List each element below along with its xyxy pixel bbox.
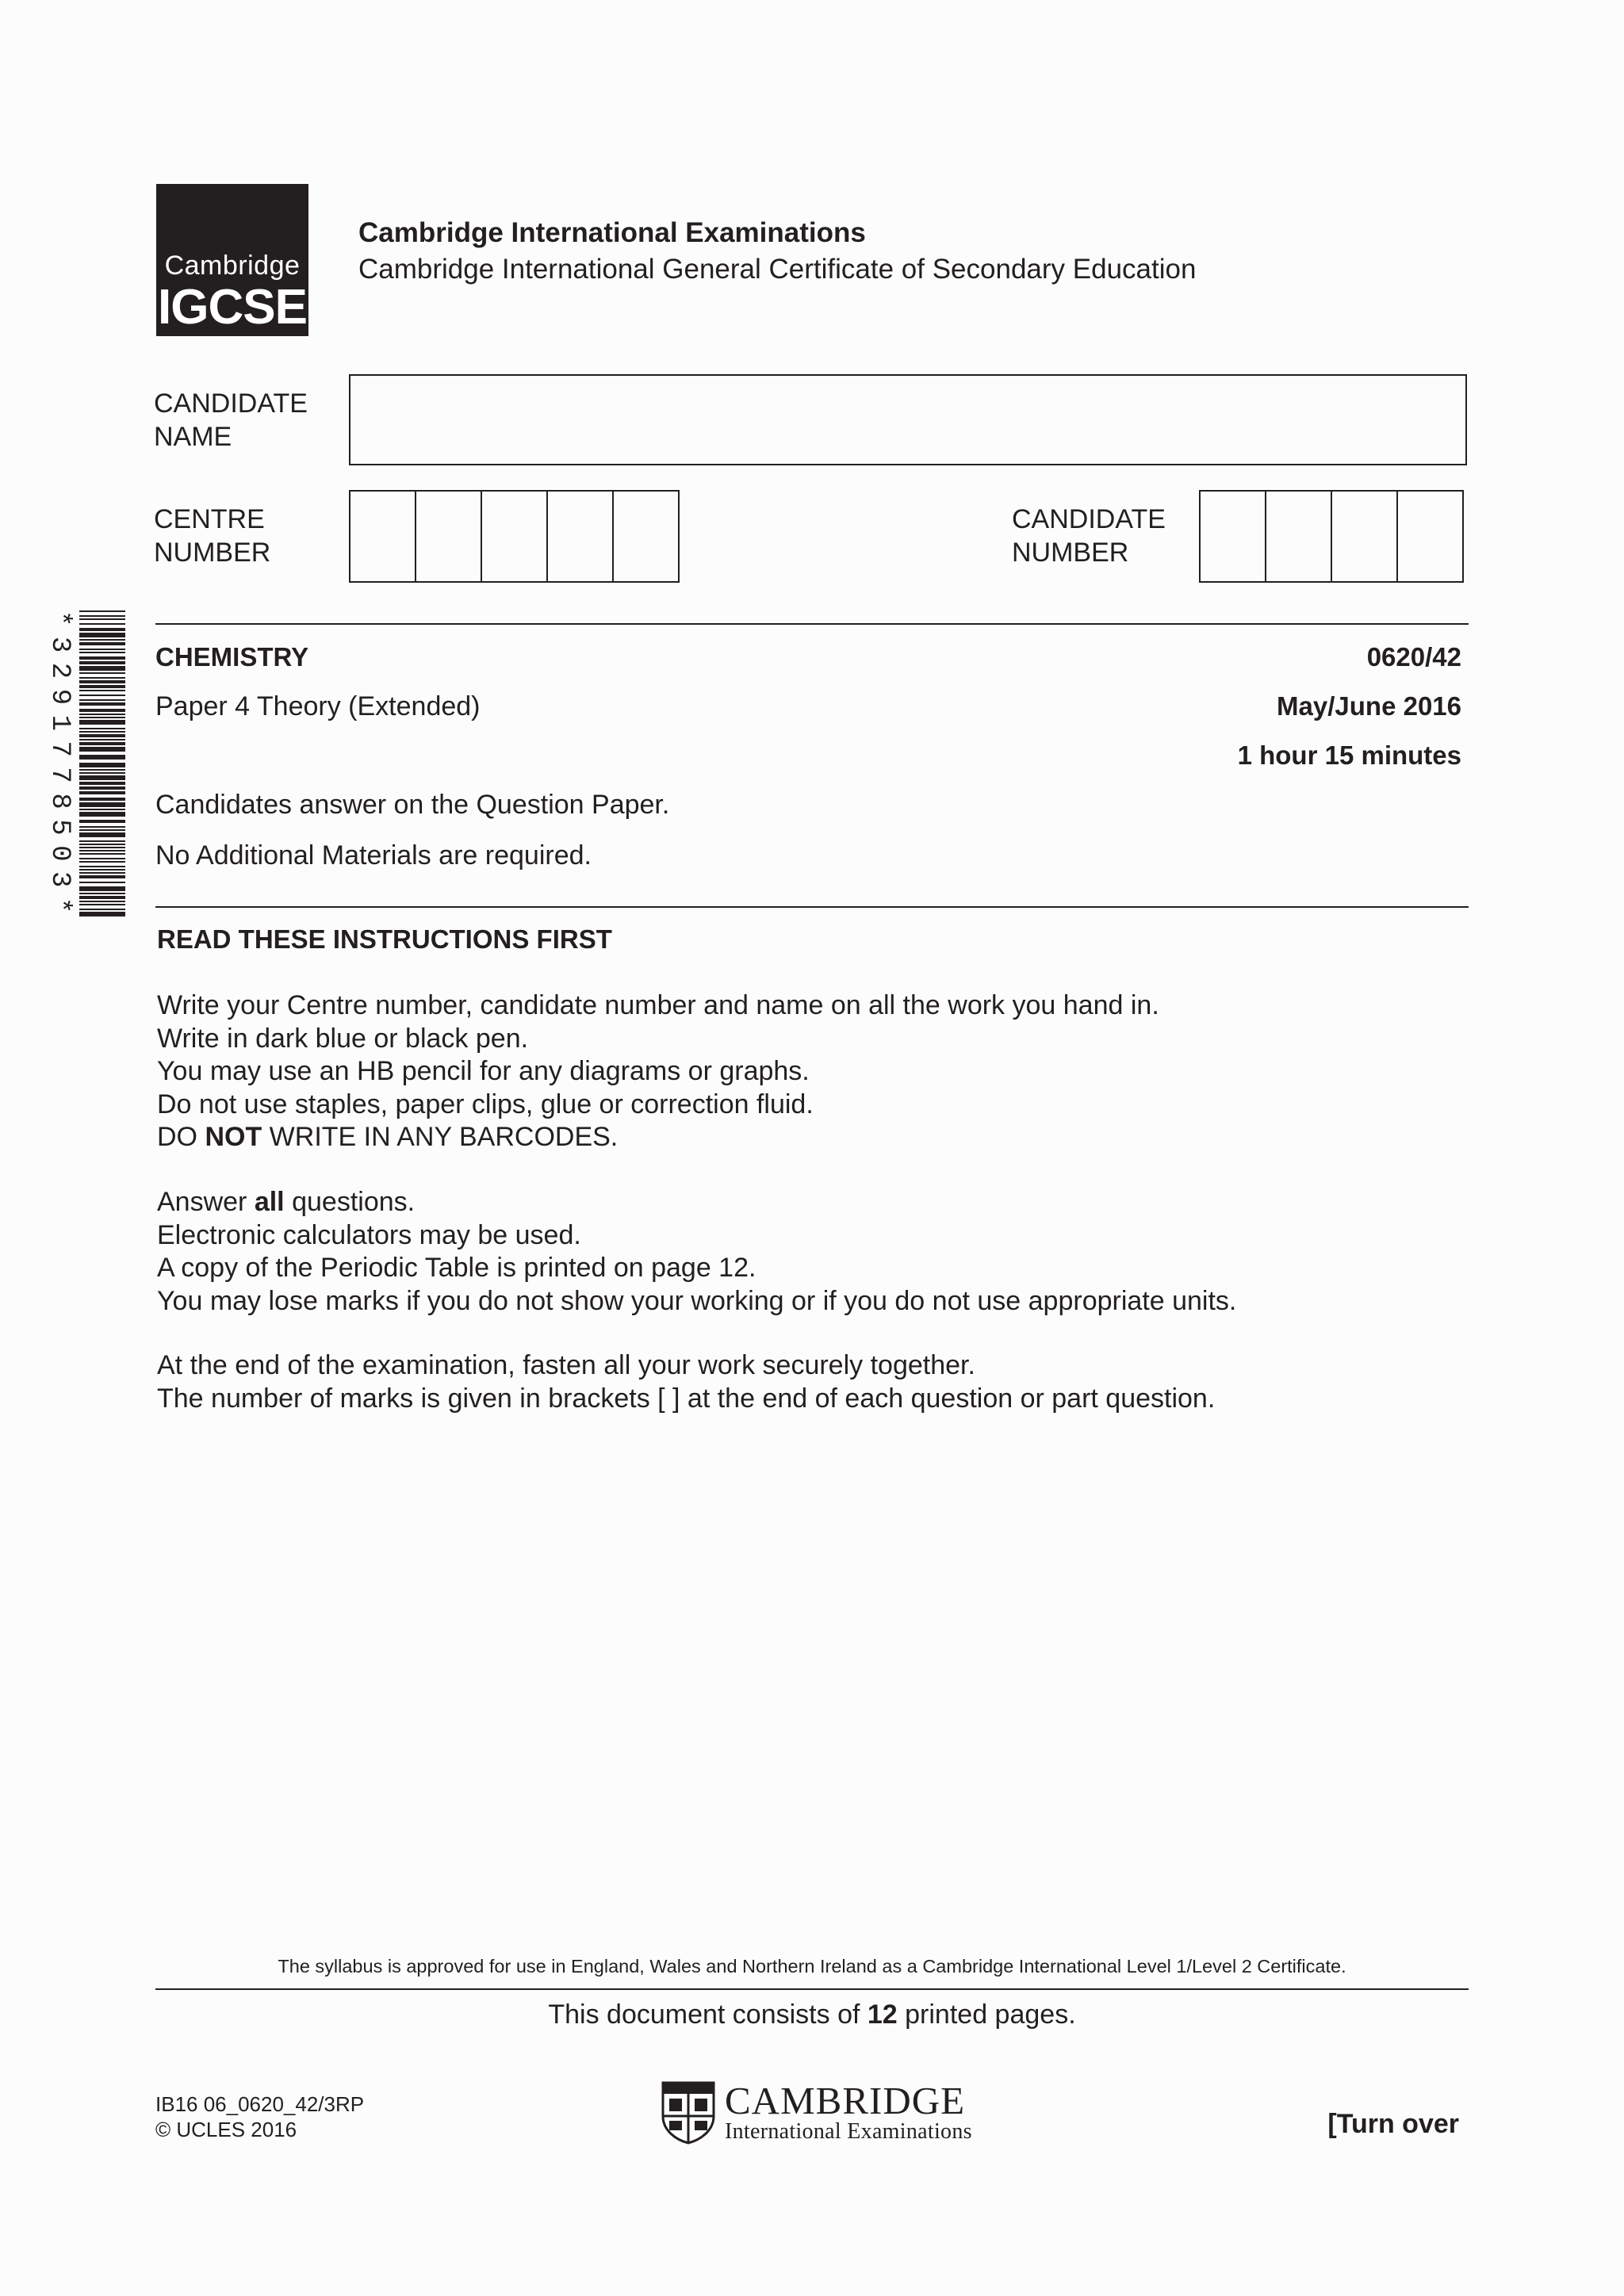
barcode-bar	[79, 850, 125, 851]
logo-cambridge-text: Cambridge	[164, 251, 301, 281]
barcode-bar	[79, 717, 125, 718]
instruction-line: Write your Centre number, candidate number and name on all the work you hand in.	[157, 990, 1159, 1020]
barcode-bar	[79, 820, 125, 823]
barcode-digits: *3291778503*	[44, 610, 75, 924]
barcode-bar	[79, 875, 125, 878]
barcode-bar	[79, 642, 125, 645]
barcode-bars-icon	[79, 610, 127, 916]
barcode-bar	[79, 763, 125, 767]
barcode-bar	[79, 734, 125, 737]
barcode-bar	[79, 901, 125, 902]
barcode	[44, 610, 135, 924]
cambridge-subtitle: International Examinations	[725, 2119, 972, 2144]
instruction-line: Do not use staples, paper clips, glue or correction fluid.	[157, 1089, 814, 1119]
barcode-bar	[79, 656, 125, 660]
centre-number-box[interactable]	[349, 490, 416, 583]
barcode-bar	[79, 623, 125, 625]
barcode-bar	[79, 844, 125, 845]
divider	[155, 1988, 1469, 1990]
divider	[155, 623, 1469, 625]
paper-title: Paper 4 Theory (Extended)	[155, 691, 481, 721]
candidate-number-field[interactable]	[1199, 490, 1464, 583]
exam-duration: 1 hour 15 minutes	[1237, 740, 1461, 770]
barcode-bar	[79, 742, 125, 745]
certificate-title: Cambridge International General Certificate of Secondary Education	[358, 254, 1197, 285]
instruction-line: Write in dark blue or black pen.	[157, 1023, 529, 1054]
instruction-line: You may lose marks if you do not show your working or if you do not use appropriate units.	[157, 1285, 1237, 1316]
cambridge-shield-icon	[661, 2081, 715, 2145]
barcode-bar	[79, 769, 125, 771]
candidate-name-label: CANDIDATE NAME	[154, 388, 308, 452]
barcode-bar	[79, 709, 125, 712]
barcode-bar	[79, 829, 125, 831]
barcode-bar	[79, 731, 125, 733]
instruction-line: Electronic calculators may be used.	[157, 1219, 581, 1250]
barcode-bar	[79, 872, 125, 874]
barcode-bar	[79, 809, 125, 810]
document-reference: IB16 06_0620_42/3RP © UCLES 2016	[155, 2092, 365, 2141]
barcode-bar	[79, 904, 125, 905]
logo-igcse-text: IGCSE	[158, 280, 307, 335]
barcode-bar	[79, 702, 125, 706]
instruction-line: DO NOT WRITE IN ANY BARCODES.	[157, 1122, 619, 1152]
instruction-line: A copy of the Periodic Table is printed on page 12.	[157, 1253, 756, 1283]
barcode-bar	[79, 775, 125, 780]
page-count-note: This document consists of 12 printed pages.	[548, 1999, 1076, 2030]
candidate-number-box[interactable]	[1265, 490, 1332, 583]
barcode-bar	[79, 847, 125, 848]
barcode-bar	[79, 610, 125, 612]
barcode-bar	[79, 652, 125, 653]
instructions-block-2	[157, 1186, 1236, 1318]
barcode-bar	[79, 714, 125, 715]
candidate-number-box[interactable]	[1199, 490, 1266, 583]
instruction-line: Answer all questions.	[157, 1187, 416, 1217]
barcode-bar	[79, 672, 125, 674]
barcode-bar	[79, 699, 125, 701]
materials-note: No Additional Materials are required.	[155, 840, 592, 871]
candidate-number-label: CANDIDATE NUMBER	[1012, 504, 1166, 568]
barcode-bar	[79, 618, 125, 620]
centre-number-box[interactable]	[612, 490, 680, 583]
barcode-bar	[79, 912, 125, 916]
barcode-bar	[79, 869, 125, 871]
barcode-bar	[79, 886, 125, 891]
exam-board: Cambridge International Examinations	[358, 217, 866, 248]
barcode-bar	[79, 755, 125, 760]
instruction-line: At the end of the examination, fasten all your work securely together.	[157, 1350, 975, 1380]
paper-code: 0620/42	[1366, 642, 1461, 672]
syllabus-note: The syllabus is approved for use in England, Wales and Northern Ireland as a Cambridge International Level 1/Level 2 Certificate.	[278, 1956, 1346, 1976]
barcode-bar	[79, 909, 125, 910]
barcode-bar	[79, 747, 125, 752]
instructions-heading: READ THESE INSTRUCTIONS FIRST	[157, 924, 612, 954]
barcode-bar	[79, 786, 125, 790]
igcse-logo	[156, 184, 308, 336]
centre-number-box[interactable]	[415, 490, 482, 583]
barcode-bar	[79, 858, 125, 859]
barcode-bar	[79, 695, 125, 696]
barcode-bar	[79, 782, 125, 785]
barcode-bar	[79, 772, 125, 774]
barcode-bar	[79, 802, 125, 807]
barcode-bar	[79, 840, 125, 842]
barcode-bar	[79, 728, 125, 729]
centre-number-box[interactable]	[546, 490, 614, 583]
barcode-bar	[79, 633, 125, 637]
barcode-bar	[79, 798, 125, 801]
barcode-bar	[79, 893, 125, 894]
candidate-number-box[interactable]	[1331, 490, 1398, 583]
turn-over-note: [Turn over	[1327, 2109, 1459, 2139]
barcode-bar	[79, 832, 125, 837]
exam-session: May/June 2016	[1277, 691, 1461, 721]
barcode-bar	[79, 649, 125, 650]
instructions-block-3	[157, 1349, 1215, 1415]
divider	[155, 906, 1469, 908]
barcode-bar	[79, 690, 125, 691]
barcode-bar	[79, 677, 125, 679]
barcode-bar	[79, 896, 125, 899]
barcode-bar	[79, 639, 125, 641]
answer-instruction: Candidates answer on the Question Paper.	[155, 790, 670, 820]
subject: CHEMISTRY	[155, 642, 309, 672]
barcode-bar	[79, 739, 125, 740]
barcode-bar	[79, 866, 125, 867]
barcode-bar	[79, 861, 125, 863]
centre-number-box[interactable]	[481, 490, 548, 583]
cambridge-wordmark: CAMBRIDGE	[725, 2079, 966, 2122]
barcode-bar	[79, 628, 125, 631]
barcode-bar	[79, 812, 125, 817]
barcode-bar	[79, 680, 125, 683]
instructions-block-1	[157, 989, 1159, 1154]
centre-number-label: CENTRE NUMBER	[154, 504, 271, 568]
instruction-line: You may use an HB pencil for any diagrams or graphs.	[157, 1056, 810, 1086]
barcode-bar	[79, 882, 125, 883]
centre-number-field[interactable]	[349, 490, 680, 583]
barcode-bar	[79, 615, 125, 617]
candidate-number-box[interactable]	[1396, 490, 1464, 583]
cambridge-logo	[661, 2077, 972, 2149]
instruction-line: The number of marks is given in brackets [ ] at the end of each question or part question.	[157, 1383, 1216, 1414]
barcode-bar	[79, 685, 125, 688]
barcode-bar	[79, 666, 125, 671]
candidate-name-field[interactable]	[349, 374, 1467, 465]
barcode-bar	[79, 853, 125, 855]
barcode-bar	[79, 826, 125, 828]
barcode-bar	[79, 720, 125, 725]
barcode-bar	[79, 791, 125, 794]
barcode-bar	[79, 661, 125, 664]
